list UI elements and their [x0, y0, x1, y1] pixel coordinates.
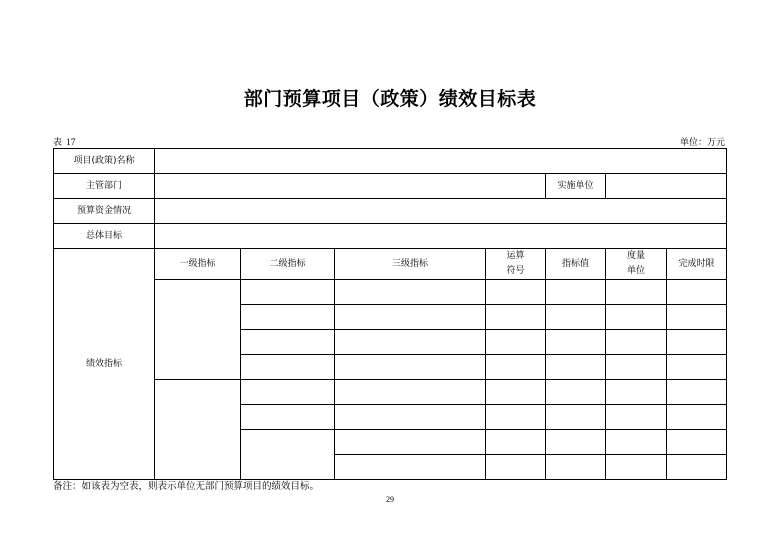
operator-cell[interactable]: [486, 430, 546, 455]
table-label: [53, 135, 76, 148]
table-row: [54, 280, 727, 305]
header-operator-line1: 运算: [506, 251, 525, 261]
unit-label: 单位：万元: [679, 138, 725, 148]
deadline-cell[interactable]: [667, 280, 727, 305]
measure-cell[interactable]: [606, 380, 667, 405]
measure-cell[interactable]: [606, 430, 667, 455]
table-row: [54, 380, 727, 405]
level3-cell[interactable]: [335, 305, 486, 330]
header-measure-line2: 单位: [626, 266, 645, 276]
overall-goal-label: 总体目标: [54, 224, 155, 249]
header-value: 指标值: [546, 249, 606, 280]
table-row: [54, 199, 727, 224]
header-operator: [486, 249, 546, 280]
operator-cell[interactable]: [486, 405, 546, 430]
measure-cell[interactable]: [606, 280, 667, 305]
header-measure-line1: 度量: [626, 251, 645, 261]
implementing-unit-cell[interactable]: [606, 174, 727, 199]
value-cell[interactable]: [546, 405, 606, 430]
level1-cell[interactable]: [155, 280, 241, 380]
deadline-cell[interactable]: [667, 305, 727, 330]
operator-cell[interactable]: [486, 455, 546, 480]
level3-cell[interactable]: [335, 355, 486, 380]
table-row: [54, 224, 727, 249]
table-number: 17: [66, 138, 76, 148]
value-cell[interactable]: [546, 305, 606, 330]
operator-cell[interactable]: [486, 380, 546, 405]
level3-cell[interactable]: [335, 380, 486, 405]
deadline-cell[interactable]: [667, 330, 727, 355]
department-cell[interactable]: [155, 174, 546, 199]
funding-cell[interactable]: [155, 199, 727, 224]
header-operator-line2: 符号: [506, 266, 525, 276]
page-number: 29: [386, 495, 394, 504]
value-cell[interactable]: [546, 330, 606, 355]
deadline-cell[interactable]: [667, 355, 727, 380]
level3-cell[interactable]: [335, 280, 486, 305]
level2-cell[interactable]: [241, 430, 335, 480]
page-title: 部门预算项目（政策）绩效目标表: [243, 88, 537, 110]
level2-cell[interactable]: [241, 355, 335, 380]
table-row: [54, 149, 727, 174]
value-cell[interactable]: [546, 430, 606, 455]
value-cell[interactable]: [546, 280, 606, 305]
value-cell[interactable]: [546, 355, 606, 380]
level3-cell[interactable]: [335, 405, 486, 430]
table-row: [54, 174, 727, 199]
value-cell[interactable]: [546, 380, 606, 405]
level2-cell[interactable]: [241, 405, 335, 430]
header-level1: 一级指标: [155, 249, 241, 280]
level3-cell[interactable]: [335, 430, 486, 455]
level3-cell[interactable]: [335, 330, 486, 355]
level2-cell[interactable]: [241, 280, 335, 305]
header-measure: [606, 249, 667, 280]
level2-cell[interactable]: [241, 380, 335, 405]
funding-label: 预算资金情况: [54, 199, 155, 224]
level1-cell[interactable]: [155, 380, 241, 480]
performance-indicators-label: 绩效指标: [54, 249, 155, 480]
value-cell[interactable]: [546, 455, 606, 480]
project-name-label: 项目(政策)名称: [54, 149, 155, 174]
level2-cell[interactable]: [241, 330, 335, 355]
project-name-cell[interactable]: [155, 149, 727, 174]
operator-cell[interactable]: [486, 330, 546, 355]
measure-cell[interactable]: [606, 355, 667, 380]
table-note: 备注：如该表为空表，则表示单位无部门预算项目的绩效目标。: [53, 481, 320, 492]
level3-cell[interactable]: [335, 455, 486, 480]
header-level3: 三级指标: [335, 249, 486, 280]
measure-cell[interactable]: [606, 405, 667, 430]
performance-goal-table: [53, 148, 727, 480]
table-row: [54, 249, 727, 280]
operator-cell[interactable]: [486, 305, 546, 330]
measure-cell[interactable]: [606, 305, 667, 330]
deadline-cell[interactable]: [667, 405, 727, 430]
table-label-text: 表: [53, 138, 63, 148]
deadline-cell[interactable]: [667, 430, 727, 455]
header-deadline: 完成时限: [667, 249, 727, 280]
measure-cell[interactable]: [606, 455, 667, 480]
overall-goal-cell[interactable]: [155, 224, 727, 249]
header-level2: 二级指标: [241, 249, 335, 280]
measure-cell[interactable]: [606, 330, 667, 355]
deadline-cell[interactable]: [667, 380, 727, 405]
level2-cell[interactable]: [241, 305, 335, 330]
deadline-cell[interactable]: [667, 455, 727, 480]
operator-cell[interactable]: [486, 280, 546, 305]
operator-cell[interactable]: [486, 355, 546, 380]
implementing-unit-label: 实施单位: [546, 174, 606, 199]
department-label: 主管部门: [54, 174, 155, 199]
